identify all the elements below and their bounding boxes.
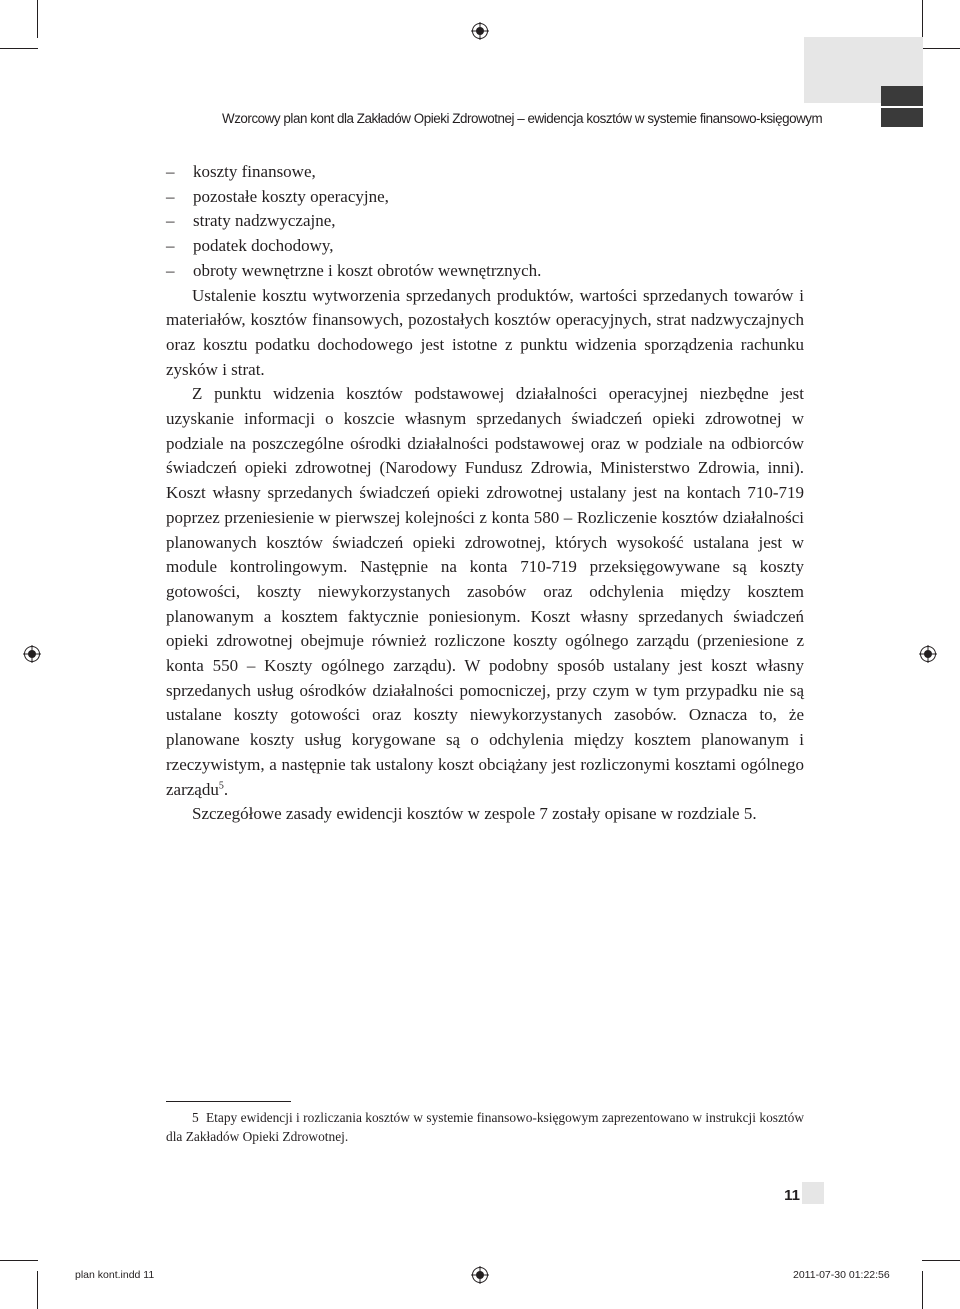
crop-mark [0, 48, 38, 49]
body-text [166, 160, 804, 827]
slug-file: plan kont.indd 11 [75, 1269, 155, 1281]
footnote-number: 5 [192, 1110, 199, 1125]
registration-mark-icon [471, 1266, 489, 1284]
chapter-tab-marker [881, 86, 923, 127]
list-item: – koszty finansowe, [166, 160, 804, 185]
crop-mark [922, 0, 923, 38]
paragraph-end: . [223, 779, 229, 799]
cost-list [166, 160, 804, 284]
paragraph [166, 382, 804, 802]
crop-mark [37, 1271, 38, 1309]
slug-timestamp: 2011-07-30 01:22:56 [793, 1269, 890, 1281]
list-item: – obroty wewnętrzne i koszt obrotów wewnętrznych. [166, 259, 804, 284]
paragraph: Ustalenie kosztu wytworzenia sprzedanych produktów, wartości sprzedanych towarów i materiałów, kosztów finansowych, pozostałych kosztów operacyjnych, strat nadzwyczajnych oraz kosztu podatku dochodowego jest istotne z punktu widzenia sporządzenia rachunku zysków i strat. [166, 285, 804, 379]
crop-mark [922, 1271, 923, 1309]
paragraph: Szczegółowe zasady ewidencji kosztów w zespole 7 zostały opisane w rozdziale 5. [192, 804, 757, 824]
footnote [166, 1108, 804, 1146]
page-number-tab [802, 1182, 824, 1204]
page-number: 11 [784, 1187, 800, 1204]
crop-mark [922, 48, 960, 49]
registration-mark-icon [919, 645, 937, 663]
footnote-separator [166, 1101, 291, 1102]
crop-mark [37, 0, 38, 38]
footnote-text: Etapy ewidencji i rozliczania kosztów w systemie finansowo-księgowym zaprezentowano w instrukcji kosztów dla Zakładów Opieki Zdrowotnej. [166, 1110, 804, 1144]
crop-mark [0, 1260, 38, 1261]
list-item: – pozostałe koszty operacyjne, [166, 185, 804, 210]
running-header: Wzorcowy plan kont dla Zakładów Opieki Zdrowotnej – ewidencja kosztów w systemie finansowo-księgowym [222, 111, 823, 126]
paragraph-text: Z punktu widzenia kosztów podstawowej działalności operacyjnej niezbędne jest uzyskanie informacji o koszcie własnym sprzedanych świadczeń opieki zdrowotnej w podziale na poszczególne ośrodki działalności podstawowej oraz w podziale na odbiorców świadczeń opieki zdrowotnej (Narodowy Fundusz Zdrowia, Ministerstwo Zdrowia, inni). Koszt własny sprzedanych świadczeń opieki zdrowotnej ustalany jest na kontach 710-719 poprzez przeniesienie w pierwszej kolejności z konta 580 – Rozliczenie kosztów działalności planowanych kosztów świadczeń opieki zdrowotnej, których wysokość ustalana jest w module kontrolingowym. Następnie na konta 710-719 przeksięgowywane są koszty gotowości, koszty niewykorzystanych zasobów oraz odchylenia między kosztem planowanym a kosztem faktycznie poniesionym. Koszt własny sprzedanych świadczeń opieki zdrowotnej obejmuje również rozliczone koszty ogólnego zarządu (przeniesione z konta 550 – Koszty ogólnego zarządu). W podobny sposób ustalany jest koszt własny sprzedanych usług ośrodków działalności pomocniczej, przy czym w tym przypadku nie są ustalane koszty gotowości oraz koszty niewykorzystanych zasobów. Oznacza to, że planowane koszty usług korygowane są o odchylenia między kosztem planowanym i rzeczywistym, a następnie tak ustalony koszt obciążany jest rozliczonymi kosztami ogólnego zarządu [166, 384, 804, 799]
footnote-reference: 5 [218, 779, 224, 791]
registration-mark-icon [23, 645, 41, 663]
crop-mark [922, 1260, 960, 1261]
list-item: – straty nadzwyczajne, [166, 209, 804, 234]
list-item: – podatek dochodowy, [166, 234, 804, 259]
registration-mark-icon [471, 22, 489, 40]
